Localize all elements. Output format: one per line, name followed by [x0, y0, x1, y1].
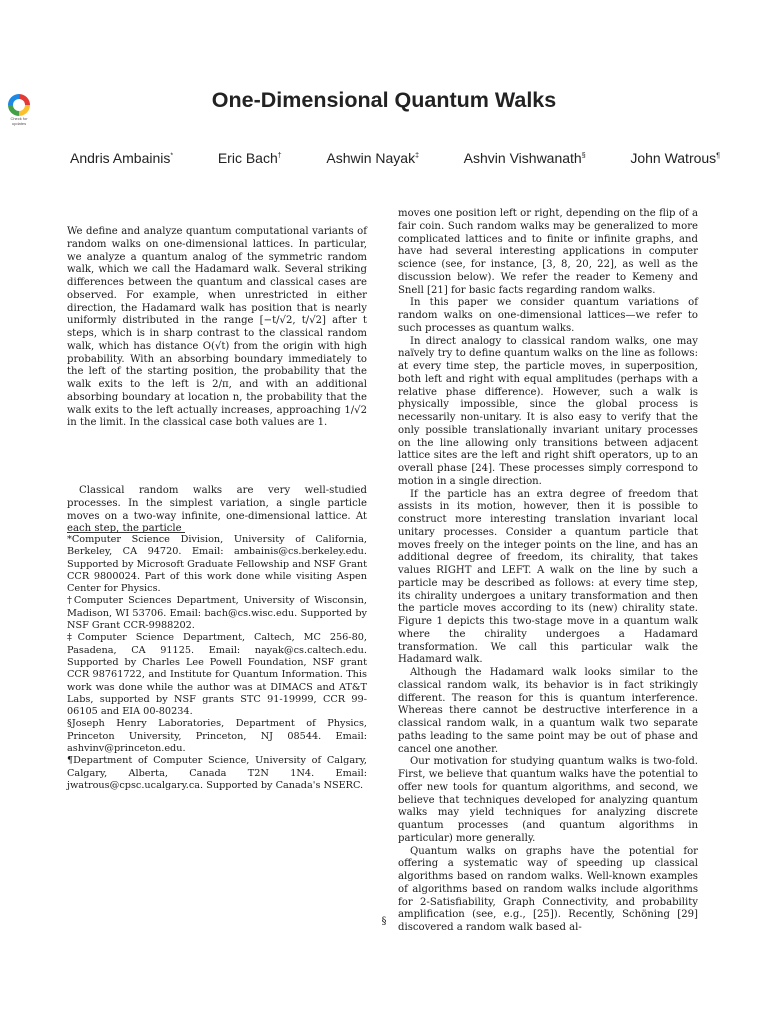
- author: Ashvin Vishwanath§: [463, 150, 586, 166]
- page-number: §: [381, 916, 387, 927]
- body-paragraph: If the particle has an extra degree of freedom that assists in its motion, however, then it is possible to construct more interesting translation invariant local unitary processes. Consider a quantum particle that moves freely on the integer points on the line, and has an additional degree of freedom, its chirality, that takes values RIGHT and LEFT. A walk on the line by such a particle may be described as follows: at every time step, its chirality undergoes a unitary transformation and then the particle moves according to its (new) chirality state. Figure 1 depicts this two-stage move in a quantum walk where the chirality undergoes a Hadamard transformation. We call this particular walk the Hadamard walk.: [398, 488, 698, 666]
- body-paragraph: In this paper we consider quantum variations of random walks on one-dimensional lattices—we refer to such processes as quantum walks.: [398, 297, 698, 334]
- footnotes: [67, 534, 367, 792]
- abstract-paragraph: We define and analyze quantum computational variants of random walks on one-dimensional lattices. In particular, we analyze a quantum analog of the symmetric random walk, which we call the Hadamard walk. Several striking differences between the quantum and classical cases are observed. For example, when unrestricted in either direction, the Hadamard walk has position that is nearly uniformly distributed in the range [−t/√2, t/√2] after t steps, which is in sharp contrast to the classical random walk, which has distance O(√t) from the origin with high probability. With an absorbing boundary immediately to the left of the starting position, the probability that the walk exits to the left is 2/π, and with an additional absorbing boundary at location n, the probability that the walk exits to the left actually increases, approaching 1/√2 in the limit. In the classical case both values are 1.: [67, 226, 367, 429]
- body-paragraph: Quantum walks on graphs have the potential for offering a systematic way of speeding up classical algorithms based on random walks. Well-known examples of algorithms based on random walks include algorithms for 2-Satisfiability, Graph Connectivity, and probability amplification (see, e.g., [25]). Recently, Schöning [29] discovered a random walk based al-: [398, 845, 698, 933]
- introduction-start: [67, 485, 367, 536]
- body-paragraph: In direct analogy to classical random walks, one may naïvely try to define quantum walks on the line as follows: at every time step, the particle moves, in superposition, both left and right with equal amplitudes (perhaps with a relative phase difference). However, such a walk is physically impossible, since the global process is necessarily non-unitary. It is also easy to verify that the only possible translationally invariant unitary processes on the line allowing only transitions between adjacent lattice sites are the left and right shift operators, up to an overall phase [24]. These processes simply correspond to motion in a single direction.: [398, 335, 698, 487]
- footnote: ‡Computer Science Department, Caltech, MC 256-80, Pasadena, CA 91125. Email: nayak@cs.caltech.edu. Supported by Charles Lee Powell Foundation, NSF grant CCR 98761722, and Institute for Quantum Information. This work was done while the author was at DIMACS and AT&T Labs, supported by NSF grants STC 91-19999, CCR 99-06105 and EIA 00-80234.: [67, 632, 367, 718]
- badge-label: Check for updates: [10, 116, 28, 126]
- body-paragraph: Classical random walks are very well-studied processes. In the simplest variation, a single particle moves on a two-way infinite, one-dimensional lattice. At each step, the particle: [67, 485, 367, 535]
- body-paragraph: moves one position left or right, depending on the flip of a fair coin. Such random walks may be generalized to more complicated lattices and to finite or infinite graphs, and have had several interesting applications in computer science (see, for instance, [3, 8, 20, 22], as well as the discussion below). We refer the reader to Kemeny and Snell [21] for basic facts regarding random walks.: [398, 208, 698, 296]
- footnote: *Computer Science Division, University of California, Berkeley, CA 94720. Email: ambainis@cs.berkeley.edu. Supported by Microsoft Graduate Fellowship and NSF Grant CCR 9800024. Part of this work done while visiting Aspen Center for Physics.: [67, 534, 367, 595]
- author: Eric Bach†: [217, 150, 282, 166]
- abstract: [67, 226, 367, 430]
- footnote: ¶Department of Computer Science, University of Calgary, Calgary, Alberta, Canada T2N 1N4. Email: jwatrous@cpsc.ucalgary.ca. Supported by Canada's NSERC.: [67, 755, 367, 791]
- body-paragraph: Although the Hadamard walk looks similar to the classical random walk, its behavior is in fact strikingly different. The reason for this is quantum interference. Whereas there cannot be destructive interference in a classical random walk, in a quantum walk two separate paths leading to the same point may be out of phase and cancel one another.: [398, 667, 698, 755]
- author: Ashwin Nayak‡: [326, 150, 419, 166]
- footnote-rule: [67, 532, 185, 533]
- right-column: [398, 208, 698, 935]
- body-paragraph: Our motivation for studying quantum walks is two-fold. First, we believe that quantum walks have the potential to offer new tools for quantum algorithms, and second, we believe that techniques developed for analyzing quantum walks may yield techniques for analyzing discrete quantum processes (and quantum algorithms in particular) more generally.: [398, 756, 698, 844]
- footnote: †Computer Sciences Department, University of Wisconsin, Madison, WI 53706. Email: bach@cs.wisc.edu. Supported by NSF Grant CCR-9988202.: [67, 595, 367, 632]
- author: Andris Ambainis*: [70, 150, 174, 166]
- author-list: [70, 150, 720, 166]
- footnote: §Joseph Henry Laboratories, Department of Physics, Princeton University, Princeton, NJ 08544. Email: ashvinv@princeton.edu.: [67, 718, 367, 755]
- paper-title: One-Dimensional Quantum Walks: [211, 88, 557, 112]
- author: John Watrous¶: [630, 150, 720, 166]
